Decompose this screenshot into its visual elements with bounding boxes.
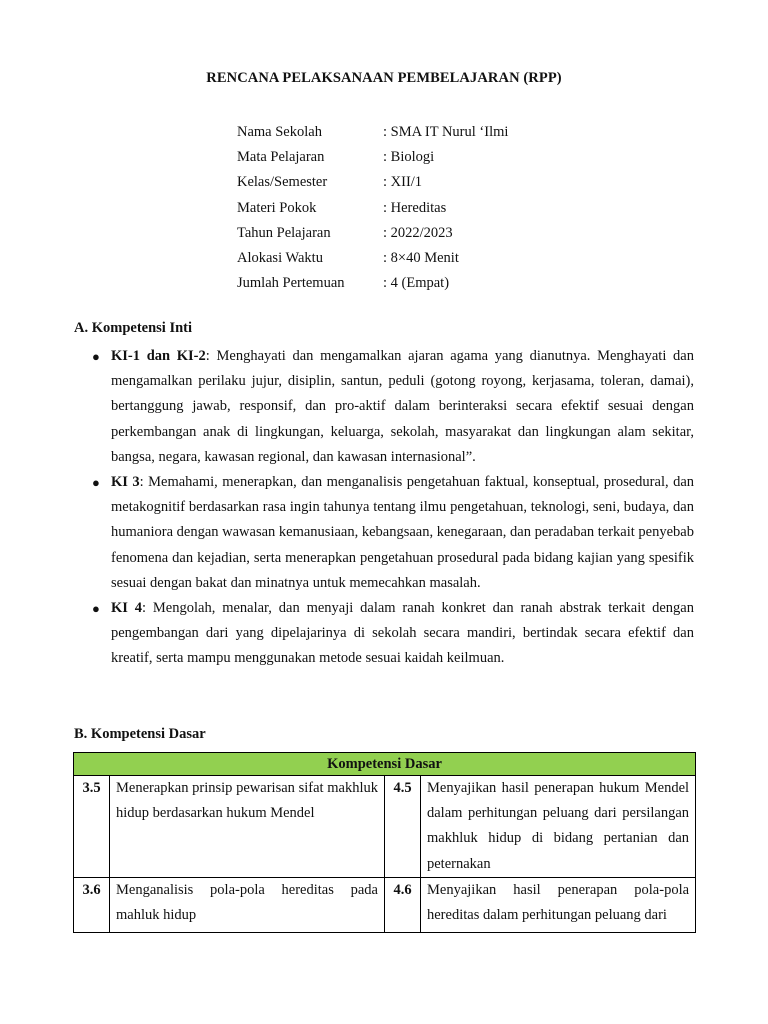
identity-label: Kelas/Semester — [237, 174, 328, 191]
table-header: Kompetensi Dasar — [74, 753, 696, 776]
identity-label: Materi Pokok — [237, 199, 317, 216]
bullet-icon: ● — [92, 601, 100, 617]
ki-label: KI-1 dan KI-2 — [111, 348, 206, 364]
kd-text: Menganalisis pola-pola hereditas pada mahluk hidup — [110, 877, 385, 932]
kd-number: 4.6 — [385, 877, 421, 932]
kd-text: Menyajikan hasil penerapan pola-pola hereditas dalam perhitungan peluang dari — [421, 877, 696, 932]
ki-label: KI 4 — [111, 600, 143, 617]
kd-text: Menyajikan hasil penerapan hukum Mendel dalam perhitungan peluang dari persilangan makhluk hidup di bidang pertanian dan peternakan — [421, 776, 696, 878]
document-title: RENCANA PELAKSANAAN PEMBELAJARAN (RPP) — [206, 70, 562, 86]
identity-table — [237, 120, 508, 296]
identity-value: : 8×40 Menit — [383, 250, 459, 267]
kompetensi-inti-list — [92, 344, 694, 672]
identity-row — [237, 170, 508, 195]
identity-value: : 2022/2023 — [383, 224, 453, 241]
section-a-heading: A. Kompetensi Inti — [74, 320, 193, 336]
ki-text: : Mengolah, menalar, dan menyaji dalam ranah konkret dan ranah abstrak terkait dengan pengembangan dari yang dipelajarinya di sekolah secara mandiri, bertindak secara efektif dan kreatif, serta mampu menggunakan metode sesuai kaidah keilmuan. — [111, 600, 694, 667]
list-item — [92, 596, 694, 672]
identity-label: Nama Sekolah — [237, 124, 322, 141]
identity-label: Jumlah Pertemuan — [237, 275, 345, 292]
bullet-icon: ● — [92, 475, 100, 491]
identity-label: Tahun Pelajaran — [237, 224, 331, 241]
ki-label: KI 3 — [111, 474, 140, 491]
identity-row — [237, 120, 508, 145]
identity-row — [237, 145, 508, 170]
identity-value: : XII/1 — [383, 174, 423, 191]
section-b-heading: B. Kompetensi Dasar — [74, 726, 206, 742]
kompetensi-dasar-table — [73, 752, 696, 933]
identity-row — [237, 221, 508, 246]
kd-text: Menerapkan prinsip pewarisan sifat makhluk hidup berdasarkan hukum Mendel — [110, 776, 385, 878]
identity-value: : Biologi — [383, 149, 435, 166]
identity-label: Mata Pelajaran — [237, 149, 325, 166]
list-item — [92, 470, 694, 596]
table-row — [74, 877, 696, 932]
identity-label: Alokasi Waktu — [237, 250, 323, 267]
table-row — [74, 776, 696, 878]
list-item — [92, 344, 694, 470]
bullet-icon: ● — [92, 349, 100, 364]
ki-text: : Menghayati dan mengamalkan ajaran agama yang dianutnya. Menghayati dan mengamalkan perilaku jujur, disiplin, santun, peduli (gotong royong, kerjasama, toleran, damai), bertanggung jawab, responsif, dan pro-aktif dalam berinteraksi secara efektif sesuai dengan perkembangan anak di lingkungan, keluarga, sekolah, masyarakat dan lingkungan alam sekitar, bangsa, negara, kawasan regional, dan kawasan internasional”. — [111, 348, 694, 465]
identity-row — [237, 196, 508, 221]
identity-row — [237, 246, 508, 271]
kd-number: 3.6 — [74, 877, 110, 932]
identity-value: : 4 (Empat) — [383, 275, 450, 292]
ki-text: : Memahami, menerapkan, dan menganalisis pengetahuan faktual, konseptual, prosedural, dan metakognitif berdasarkan rasa ingin tahunya tentang ilmu pengetahuan, teknologi, seni, budaya, dan humaniora dengan wawasan kemanusiaan, kebangsaan, kenegaraan, dan peradaban terkait penyebab fenomena dan kejadian, serta menerapkan pengetahuan prosedural pada bidang kajian yang spesifik sesuai dengan bakat dan minatnya untuk memecahkan masalah. — [111, 474, 695, 591]
identity-value: : Hereditas — [383, 199, 447, 216]
kd-number: 4.5 — [385, 776, 421, 878]
identity-row — [237, 271, 508, 296]
kd-number: 3.5 — [74, 776, 110, 878]
identity-value: : SMA IT Nurul ‘Ilmi — [383, 124, 509, 141]
